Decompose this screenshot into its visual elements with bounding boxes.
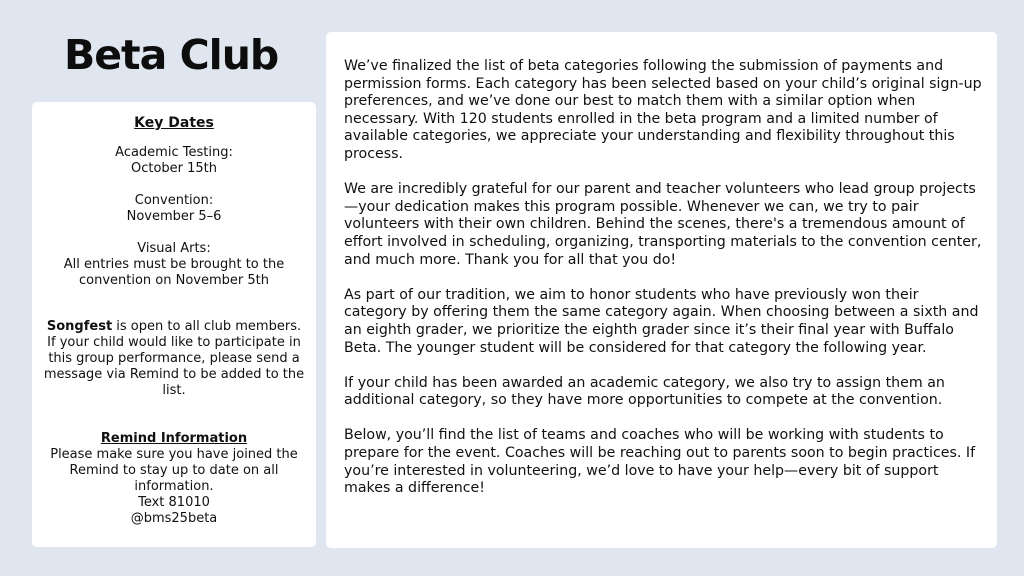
convention-date: November 5–6: [126, 209, 222, 224]
convention-label: Convention:: [134, 193, 214, 208]
visual-arts-label: Visual Arts:: [137, 241, 211, 256]
remind-text: Please make sure you have joined the Remind to stay up to date on all information.: [50, 447, 298, 494]
paragraph-volunteers: We are incredibly grateful for our parent and teacher volunteers who lead group projects—your dedication makes this program possible. Whenever we can, we try to pair volunteers with their own children. Behind the scenes, there's a tremendous amount of effort involved in scheduling, organizing, transporting materials to the convention center, and much more. Thank you for all that you do!: [344, 181, 982, 268]
remind-text-number: Text 81010: [138, 495, 210, 510]
paragraph-tradition: As part of our tradition, we aim to honor students who have previously won their category by offering them the same category again. When choosing between a sixth and an eighth grader, we prioritize the eighth grader since it’s their final year with Buffalo Beta. The younger student will be considered for that category the following year.: [344, 286, 979, 356]
songfest-note: [42, 319, 306, 399]
academic-testing-label: Academic Testing:: [115, 145, 233, 160]
remind-heading: Remind Information: [100, 431, 248, 446]
visual-arts-note: All entries must be brought to the convention on November 5th: [63, 257, 285, 288]
remind-code: @bms25beta: [130, 511, 218, 526]
academic-testing-date: October 15th: [130, 161, 218, 176]
songfest-text: is open to all club members. If your child would like to participate in this group performance, please send a message via Remind to be added to the list.: [43, 319, 305, 398]
songfest-name: Songfest: [46, 319, 113, 334]
paragraph-teams: Below, you’ll find the list of teams and coaches who will be working with students to prepare for the event. Coaches will be reaching out to parents soon to begin practices. If you’re interested in volunteering, we’d love to have your help—every bit of support makes a difference!: [344, 427, 976, 497]
key-dates-heading: Key Dates: [134, 115, 214, 131]
key-dates-panel: [32, 102, 316, 547]
paragraph-categories: We’ve finalized the list of beta categories following the submission of payments and permission forms. Each category has been selected based on your child’s original sign-up preferences, and we’ve done our best to match them with a similar option when necessary. With 120 students enrolled in the beta program and a limited number of available categories, we appreciate your understanding and flexibility throughout this process.: [344, 58, 982, 162]
paragraph-academic: If your child has been awarded an academic category, we also try to assign them an additional category, so they have more opportunities to compete at the convention.: [344, 374, 945, 409]
page-title: Beta Club: [64, 31, 279, 79]
message-panel: [326, 32, 997, 548]
